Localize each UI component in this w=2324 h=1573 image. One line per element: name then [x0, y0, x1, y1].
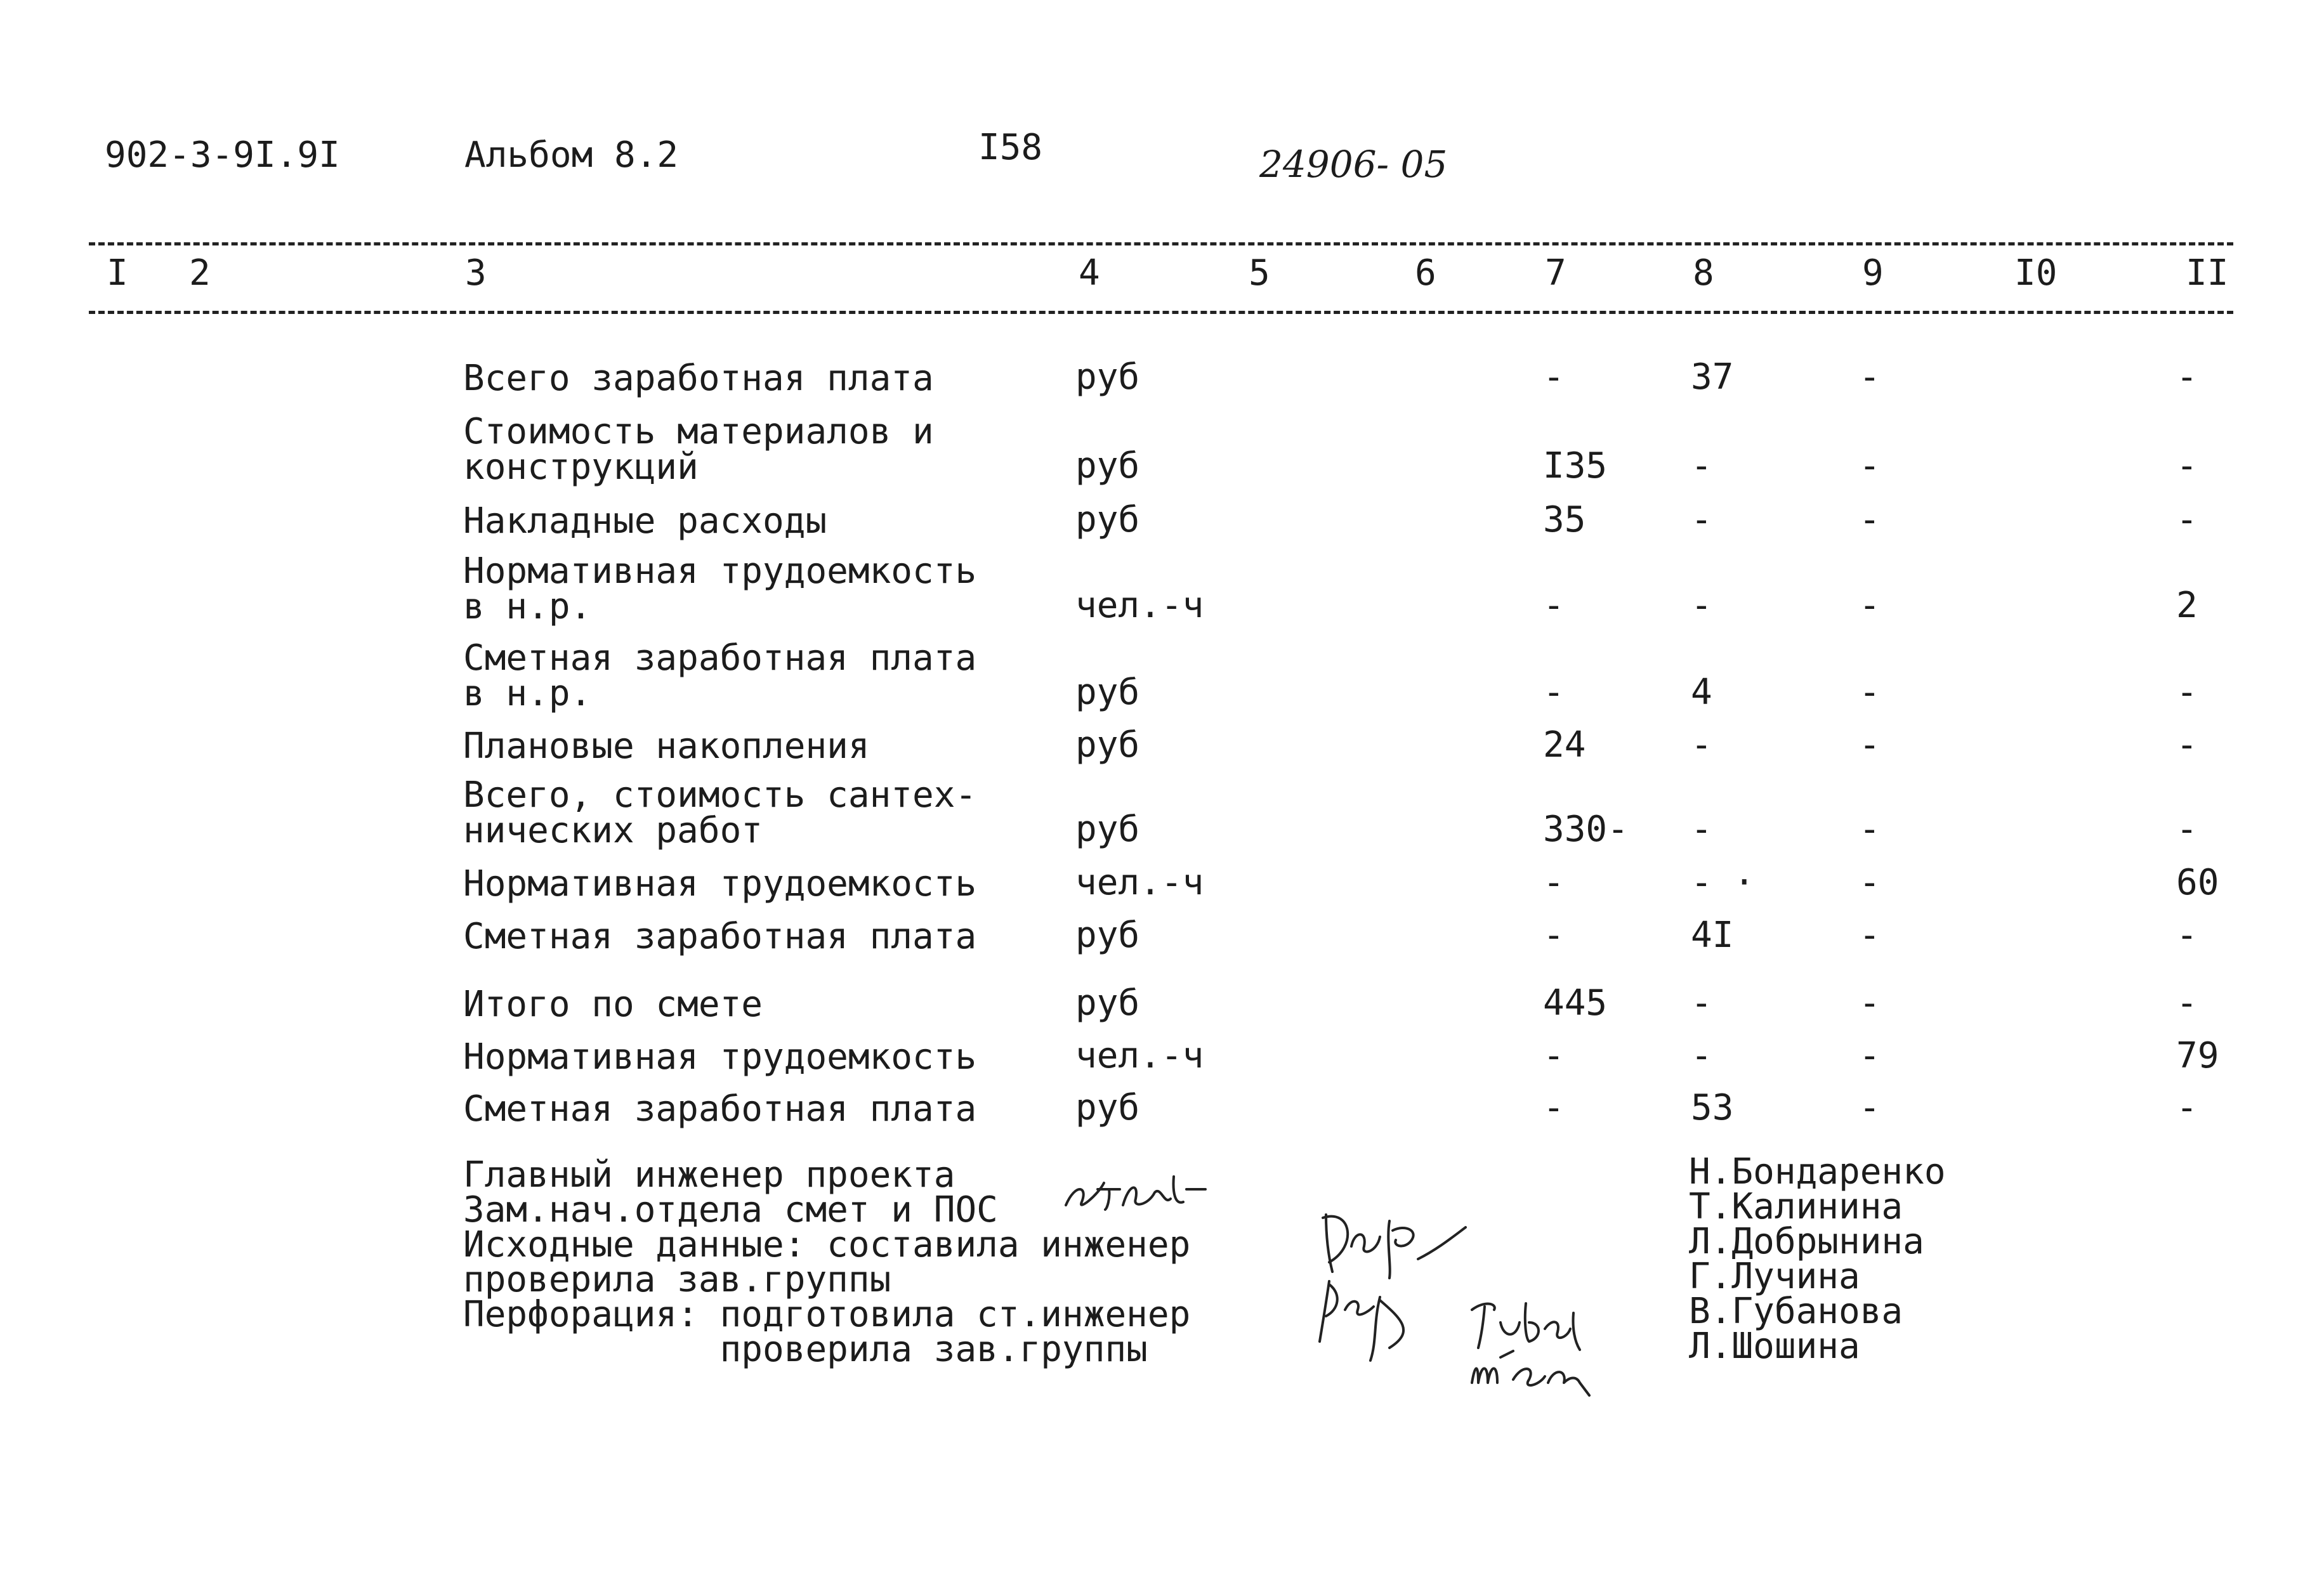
signature-role: Перфорация: подготовила ст.инженер	[463, 1294, 1191, 1335]
cell-col7: I35	[1543, 445, 1608, 486]
column-header-1: I	[107, 252, 128, 294]
cell-col7: -	[1543, 672, 1565, 713]
signature-name: Л.Шошина	[1689, 1326, 1860, 1367]
cell-col11: -	[2176, 356, 2198, 398]
signature-name: Л.Добрынина	[1689, 1221, 1924, 1262]
table-row	[0, 411, 2324, 488]
album-title: Альбом 8.2	[464, 134, 679, 176]
cell-col9: -	[1859, 982, 1881, 1024]
cell-col9: -	[1859, 1035, 1881, 1076]
row-unit: руб	[1075, 982, 1140, 1024]
row-unit: чел.-ч	[1075, 1035, 1204, 1076]
cell-col11: -	[2176, 809, 2198, 850]
doc-code: 902-3-9I.9I	[105, 134, 340, 176]
cell-col9: -	[1859, 356, 1881, 398]
row-unit: руб	[1075, 915, 1140, 956]
column-header-7: 7	[1545, 252, 1566, 294]
cell-col8: -	[1691, 1035, 1712, 1076]
cell-col8: 4	[1691, 672, 1712, 713]
row-label: Накладные расходы	[463, 500, 827, 542]
column-header-10: I0	[2014, 252, 2058, 294]
signature-name: Н.Бондаренко	[1689, 1151, 1946, 1192]
table-row	[0, 917, 2324, 955]
cell-col7: 330-	[1543, 809, 1629, 850]
column-header-5: 5	[1249, 252, 1270, 294]
row-label: Сметная заработная плата	[463, 916, 977, 957]
cell-col9: -	[1859, 585, 1881, 626]
row-unit: чел.-ч	[1075, 862, 1204, 903]
cell-col9: -	[1859, 672, 1881, 713]
handwritten-signature-shoshina	[1462, 1345, 1608, 1402]
cell-col11: 2	[2176, 585, 2198, 626]
cell-col11: -	[2176, 915, 2198, 956]
cell-col8: 53	[1691, 1087, 1734, 1128]
cell-col8: 37	[1691, 356, 1734, 398]
column-header-6: 6	[1415, 252, 1436, 294]
cell-col11: 60	[2176, 862, 2219, 903]
row-unit: руб	[1075, 1087, 1140, 1128]
cell-col9: -	[1859, 445, 1881, 486]
row-label: Нормативная трудоемкость	[463, 1036, 977, 1078]
cell-col8: -	[1691, 809, 1712, 850]
cell-col11: -	[2176, 724, 2198, 766]
page-number: I58	[978, 127, 1043, 168]
signature-name: Г.Лучина	[1689, 1256, 1860, 1297]
cell-col7: 35	[1543, 499, 1586, 540]
row-unit: руб	[1075, 672, 1140, 713]
table-row	[0, 724, 2324, 767]
cell-col7: -	[1543, 1035, 1565, 1076]
row-unit: руб	[1075, 445, 1140, 486]
cell-col7: -	[1543, 356, 1565, 398]
cell-col9: -	[1859, 915, 1881, 956]
top-dashed-rule	[89, 242, 2233, 245]
cell-col9: -	[1859, 499, 1881, 540]
cell-col9: -	[1859, 1087, 1881, 1128]
cell-col8: 4I	[1691, 915, 1734, 956]
cell-col7: -	[1543, 915, 1565, 956]
column-header-9: 9	[1862, 252, 1884, 294]
row-label: Плановые накопления	[463, 726, 870, 767]
column-header-11: II	[2186, 252, 2229, 294]
cell-col8: -	[1691, 724, 1712, 766]
signature-role: Главный инженер проекта	[463, 1154, 955, 1196]
bottom-dashed-rule	[89, 311, 2233, 314]
column-header-3: 3	[465, 252, 487, 294]
handwritten-number: 24906- 05	[1259, 143, 1448, 186]
signature-role: Зам.нач.отдела смет и ПОС	[463, 1189, 998, 1230]
cell-col7: 445	[1543, 982, 1608, 1024]
signature-name: Т.Калинина	[1689, 1186, 1903, 1227]
table-row	[0, 356, 2324, 399]
cell-col9: -	[1859, 809, 1881, 850]
row-label: Нормативная трудоемкость	[463, 863, 977, 904]
signature-name: В.Губанова	[1689, 1291, 1903, 1332]
cell-col11: -	[2176, 445, 2198, 486]
row-unit: руб	[1075, 724, 1140, 766]
row-label: Всего, стоимость сантех- нических работ	[463, 774, 977, 851]
cell-col9: -	[1859, 862, 1881, 903]
row-label: Стоимость материалов и конструкций	[463, 411, 934, 488]
cell-col11: -	[2176, 672, 2198, 713]
cell-col8: -	[1691, 445, 1712, 486]
signature-role: проверила зав.группы	[463, 1329, 1148, 1370]
handwritten-signature-luchina	[1313, 1272, 1440, 1367]
cell-col11: -	[2176, 982, 2198, 1024]
signature-role: проверила зав.группы	[463, 1259, 891, 1300]
table-row	[0, 499, 2324, 542]
row-unit: руб	[1075, 356, 1140, 398]
column-header-4: 4	[1079, 252, 1100, 294]
row-label: Итого по смете	[463, 984, 763, 1025]
cell-col11: 79	[2176, 1035, 2219, 1076]
cell-col7: -	[1543, 585, 1565, 626]
handwritten-signature-kalinina	[1060, 1170, 1212, 1221]
row-label: Всего заработная плата	[463, 358, 934, 399]
table-row	[0, 774, 2324, 851]
row-unit: руб	[1075, 499, 1140, 540]
cell-col11: -	[2176, 1087, 2198, 1128]
cell-col8: -	[1691, 499, 1712, 540]
row-unit: чел.-ч	[1075, 585, 1204, 626]
cell-col8: -	[1691, 585, 1712, 626]
column-header-2: 2	[189, 252, 211, 294]
table-row	[0, 864, 2324, 902]
row-label: Сметная заработная плата	[463, 1088, 977, 1130]
cell-col8: - ·	[1691, 862, 1756, 903]
table-row	[0, 551, 2324, 627]
row-label: Нормативная трудоемкость в н.р.	[463, 551, 977, 627]
signature-role: Исходные данные: составила инженер	[463, 1224, 1191, 1265]
row-unit: руб	[1075, 809, 1140, 850]
cell-col11: -	[2176, 499, 2198, 540]
handwritten-signature-gubanova	[1466, 1294, 1599, 1351]
column-header-8: 8	[1693, 252, 1714, 294]
row-label: Сметная заработная плата в н.р.	[463, 637, 977, 714]
table-row	[0, 1087, 2324, 1130]
cell-col7: -	[1543, 862, 1565, 903]
cell-col9: -	[1859, 724, 1881, 766]
table-row	[0, 982, 2324, 1025]
table-row	[0, 637, 2324, 714]
cell-col8: -	[1691, 982, 1712, 1024]
table-row	[0, 1035, 2324, 1078]
cell-col7: 24	[1543, 724, 1586, 766]
cell-col7: -	[1543, 1087, 1565, 1128]
